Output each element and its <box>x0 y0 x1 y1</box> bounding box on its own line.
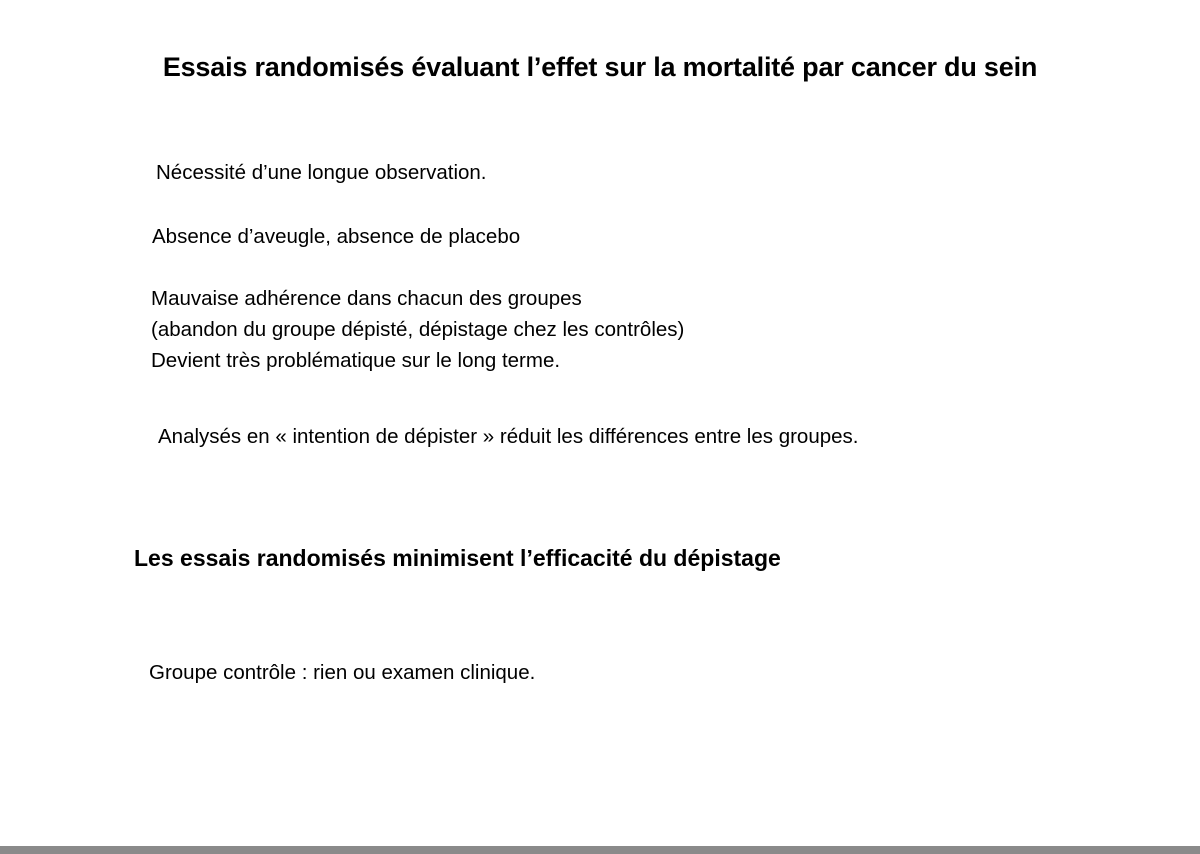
point-adherence <box>151 283 684 376</box>
adherence-line-2: (abandon du groupe dépisté, dépistage chez les contrôles) <box>151 318 685 341</box>
point-blinding: Absence d’aveugle, absence de placebo <box>152 225 521 248</box>
conclusion-heading: Les essais randomisés minimisent l’efficacité du dépistage <box>134 545 781 571</box>
slide-title: Essais randomisés évaluant l’effet sur la mortalité par cancer du sein <box>162 52 1038 82</box>
point-analysis: Analysés en « intention de dépister » réduit les différences entre les groupes. <box>158 425 859 448</box>
control-group-note: Groupe contrôle : rien ou examen clinique. <box>149 661 536 684</box>
adherence-line-3: Devient très problématique sur le long terme. <box>151 349 561 372</box>
point-observation: Nécessité d’une longue observation. <box>156 161 487 184</box>
bottom-border <box>0 846 1200 854</box>
adherence-line-1: Mauvaise adhérence dans chacun des groupes <box>151 287 582 310</box>
